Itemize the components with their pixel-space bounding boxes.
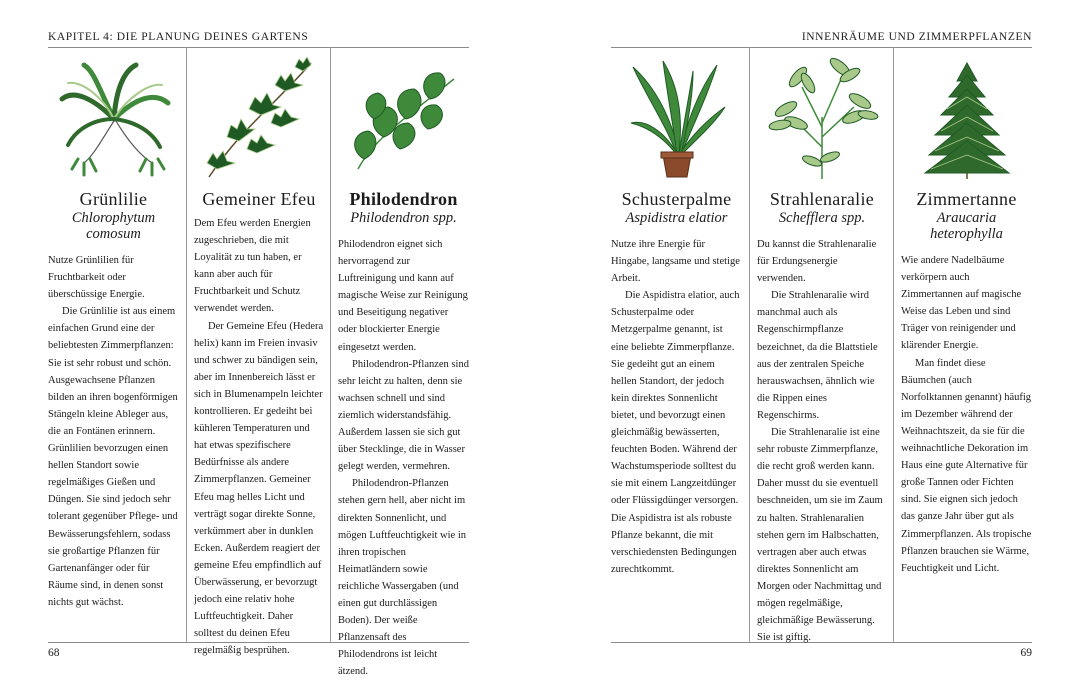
paragraph: Die Grünlilie ist aus einem einfachen Grund eine der beliebtesten Zimmerpflanzen: Sie ist sehr robust und schön. Ausgewachsene Pflanzen bilden an ihren bogenförmigen Stängeln kleine Ableger aus, die an Fontänen erinnern. Grünlilien bevorzugen einen hellen Standort sowie regelmäßiges Gießen und Düngen. Sie sind jedoch sehr tolerant gegenüber Pflege- und Bewässerungsfehlern, sodass sie großartige Pflanzen für Gartenanfänger oder für Räume sind, in denen sonst nichts gut wächst. bbox=[48, 306, 178, 608]
left-running-header: KAPITEL 4: DIE PLANUNG DEINES GARTENS bbox=[48, 31, 309, 43]
plant-latin-name: Chlorophytum comosum bbox=[71, 210, 156, 242]
plant-description bbox=[48, 252, 179, 611]
plant-name: Strahlenaralie bbox=[769, 189, 875, 209]
left-page-number: 68 bbox=[48, 647, 60, 659]
right-running-header: INNENRÄUME UND ZIMMERPFLANZEN bbox=[801, 31, 1032, 43]
plant-name: Gemeiner Efeu bbox=[202, 189, 316, 209]
plant-name: Grünlilie bbox=[79, 189, 148, 209]
umbrella-plant-illustration bbox=[757, 55, 887, 183]
plant-column-philodendron bbox=[338, 55, 469, 680]
paragraph: Die Strahlenaralie wird manchmal auch als Regenschirmpflanze bezeichnet, da die Blattstiele aus der zentralen Speiche herauswachsen, ähnlich wie die Rippen eines Regenschirms. bbox=[757, 290, 878, 421]
paragraph: Philodendron-Pflanzen sind sehr leicht zu halten, denn sie wachsen schnell und sind ziemlich widerstandsfähig. Außerdem lassen sie sich gut über Stecklinge, die in Wasser gelegt werden, vermehren. bbox=[338, 358, 469, 473]
plant-latin-name: Aspidistra elatior bbox=[625, 210, 728, 226]
column-divider bbox=[893, 47, 894, 642]
paragraph: Die Aspidistra elatior, auch Schusterpalme oder Metzgerpalme genannt, ist eine beliebte Zimmerpflanze. Sie gedeiht gut an einem hellen Standort, der jedoch kein direktes Sonnenlicht bietet, und bevorzugt einen gleichmäßig bewässerten, feuchten Boden. Während der Wachstumsperiode solltest du sie mit einem Langzeitdünger oder Flüssigdünger versorgen. Die Aspidistra ist als robuste Pflanze bekannt, die mit verschiedensten Bedingungen zurechtkommt. bbox=[611, 290, 740, 575]
paragraph: Wie andere Nadelbäume verkörpern auch Zimmertannen auf magische Weise das Leben und sind Träger von reinigender und klärender Energie. bbox=[901, 255, 1022, 352]
norfolk-pine-illustration bbox=[901, 55, 1032, 183]
plant-latin-name: Philodendron spp. bbox=[350, 210, 457, 226]
paragraph: Philodendron-Pflanzen stehen gern hell, aber nicht im direkten Sonnenlicht, und mögen Luftfeuchtigkeit wie in ihren tropischen Heimatländern sowie reichliche Wassergaben (und einen gut durchlässigen Boden). Der weiße Pflanzensaft des Philodendrons ist leicht ätzend. bbox=[338, 478, 467, 678]
plant-name: Philodendron bbox=[349, 189, 458, 209]
plant-description bbox=[901, 252, 1032, 577]
plant-name: Schusterpalme bbox=[621, 189, 732, 209]
spider-plant-illustration bbox=[48, 55, 179, 183]
paragraph: Du kannst die Strahlenaralie für Erdungsenergie verwenden. bbox=[757, 239, 877, 285]
paragraph: Nutze ihre Energie für Hingabe, langsame und stetige Arbeit. bbox=[611, 239, 740, 285]
column-divider bbox=[186, 47, 187, 642]
plant-latin-name: Schefflera spp. bbox=[778, 210, 866, 226]
column-divider bbox=[749, 47, 750, 642]
paragraph: Der Gemeine Efeu (Hedera helix) kann im Freien invasiv und schwer zu bändigen sein, aber im Innenbereich lässt er sich in Blumenampeln leichter kontrollieren. Er gedeiht bei kühleren Temperaturen und hat etwas spezifischere Bedürfnisse als andere Zimmerpflanzen. Gemeiner Efeu mag helles Licht und verträgt sogar direkte Sonne, verkümmert aber in dunklen Ecken. Außerdem reagiert der gemeine Efeu empfindlich auf Überwässerung, er bevorzugt jedoch eine relativ hohe Luftfeuchtigkeit. Daher solltest du deinen Efeu regelmäßig besprühen. bbox=[194, 320, 324, 657]
plant-description bbox=[194, 215, 324, 659]
paragraph: Philodendron eignet sich hervorragend zur Luftreinigung und kann auf magische Weise zur Reinigung und Beseitigung negativer oder blockierter Energie eingesetzt werden. bbox=[338, 239, 468, 353]
plant-description bbox=[338, 236, 469, 680]
plant-column-efeu bbox=[194, 55, 324, 659]
cast-iron-plant-illustration bbox=[611, 55, 742, 183]
philodendron-illustration bbox=[338, 55, 469, 183]
plant-column-schusterpalme bbox=[611, 55, 742, 578]
paragraph: Nutze Grünlilien für Fruchtbarkeit oder überschüssige Energie. bbox=[48, 255, 145, 301]
plant-column-zimmertanne bbox=[901, 55, 1032, 577]
plant-description bbox=[611, 236, 742, 578]
paragraph: Die Strahlenaralie ist eine sehr robuste Zimmerpflanze, die recht groß werden kann. Daher musst du sie eventuell beschneiden, um sie im Zaum zu halten. Strahlenaralien stehen gern im Halbschatten, vertragen aber auch etwas direktes Sonnenlicht am Morgen oder Nachmittag und mögen regelmäßige, gleichmäßige Bewässerung. Sie ist giftig. bbox=[757, 427, 883, 644]
plant-latin-name: Araucaria heterophylla bbox=[930, 210, 1003, 242]
plant-name: Zimmertanne bbox=[916, 189, 1017, 209]
paragraph: Dem Efeu werden Energien zugeschrieben, die mit Loyalität zu tun haben, er kann aber auch für Fruchtbarkeit und Schutz verwendet werden. bbox=[194, 218, 311, 315]
paragraph: Man findet diese Bäumchen (auch Norfolktannen genannt) häufig im Dezember während der Weihnachtszeit, da sie für die weihnachtliche Dekoration im Haus eine gute Alternative für große Tannen oder Fichten sind. Sie eignen sich jedoch das ganze Jahr über gut als Zimmerpflanzen. Als tropische Pflanzen brauchen sie Wärme, Feuchtigkeit und Licht. bbox=[901, 357, 1032, 574]
right-page-number: 69 bbox=[1020, 647, 1032, 659]
left-top-rule bbox=[48, 47, 469, 48]
column-divider bbox=[330, 47, 331, 642]
plant-description bbox=[757, 236, 887, 646]
ivy-illustration bbox=[194, 55, 324, 183]
right-top-rule bbox=[611, 47, 1032, 48]
plant-column-strahlenaralie bbox=[757, 55, 887, 646]
plant-column-gruenlilie bbox=[48, 55, 179, 611]
